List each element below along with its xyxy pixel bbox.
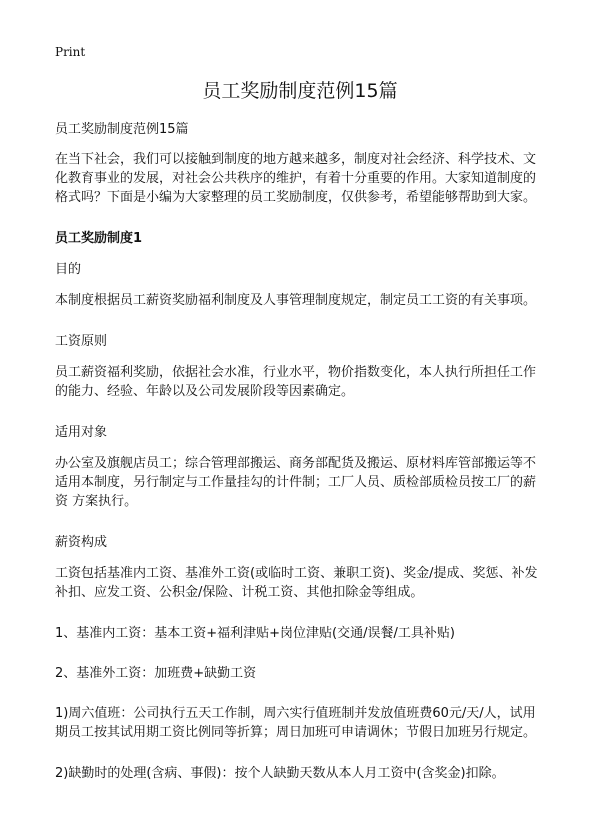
principle-label: 工资原则 <box>55 334 108 349</box>
list-item: 2、基准外工资：加班费+缺勤工资 <box>55 666 257 681</box>
purpose-label: 目的 <box>55 262 82 277</box>
section-heading: 员工奖励制度1 <box>55 231 143 246</box>
scope-paragraph: 办公室及旗舰店员工；综合管理部搬运、商务部配货及搬运、原材料库管部搬运等不适用本制度，另行制定与工作量挂勾的计件制；工厂人员、质检部质检员按工厂的薪资 方案执行。 <box>55 456 537 509</box>
scope-label: 适用对象 <box>55 425 108 440</box>
purpose-paragraph: 本制度根据员工薪资奖励福利制度及人事管理制度规定，制定员工工资的有关事项。 <box>55 293 537 308</box>
composition-label: 薪资构成 <box>55 535 108 550</box>
composition-paragraph: 工资包括基准内工资、基准外工资(或临时工资、兼职工资)、奖金/提成、奖惩、补发补扣、应发工资、公积金/保险、计税工资、其他扣除金等组成。 <box>55 566 538 600</box>
list-item: 2)缺勤时的处理(含病、事假)：按个人缺勤天数从本人月工资中(含奖金)扣除。 <box>55 766 505 781</box>
document-body <box>55 120 547 804</box>
document-subtitle: 员工奖励制度范例15篇 <box>55 122 189 137</box>
print-link[interactable]: Print <box>55 45 86 59</box>
intro-paragraph: 在当下社会，我们可以接触到制度的地方越来越多，制度对社会经济、科学技术、文化教育事业的发展，对社会公共秩序的维护，有着十分重要的作用。大家知道制度的格式吗？下面是小编为大家整理的员工奖励制度，仅供参考，希望能够帮助到大家。 <box>55 152 537 205</box>
list-item: 1、基准内工资：基本工资+福利津贴+岗位津贴(交通/误餐/工具补贴) <box>55 626 455 641</box>
page-title: 员工奖励制度范例15篇 <box>202 80 398 102</box>
principle-paragraph: 员工薪资福利奖励，依据社会水准，行业水平，物价指数变化，本人执行所担任工作的能力、经验、年龄以及公司发展阶段等因素确定。 <box>55 365 537 399</box>
list-item: 1)周六值班：公司执行五天工作制，周六实行值班制并发放值班费60元/天/人，试用期员工按其试用期工资比例同等折算；周日加班可申请调休；节假日加班另行规定。 <box>55 706 537 740</box>
